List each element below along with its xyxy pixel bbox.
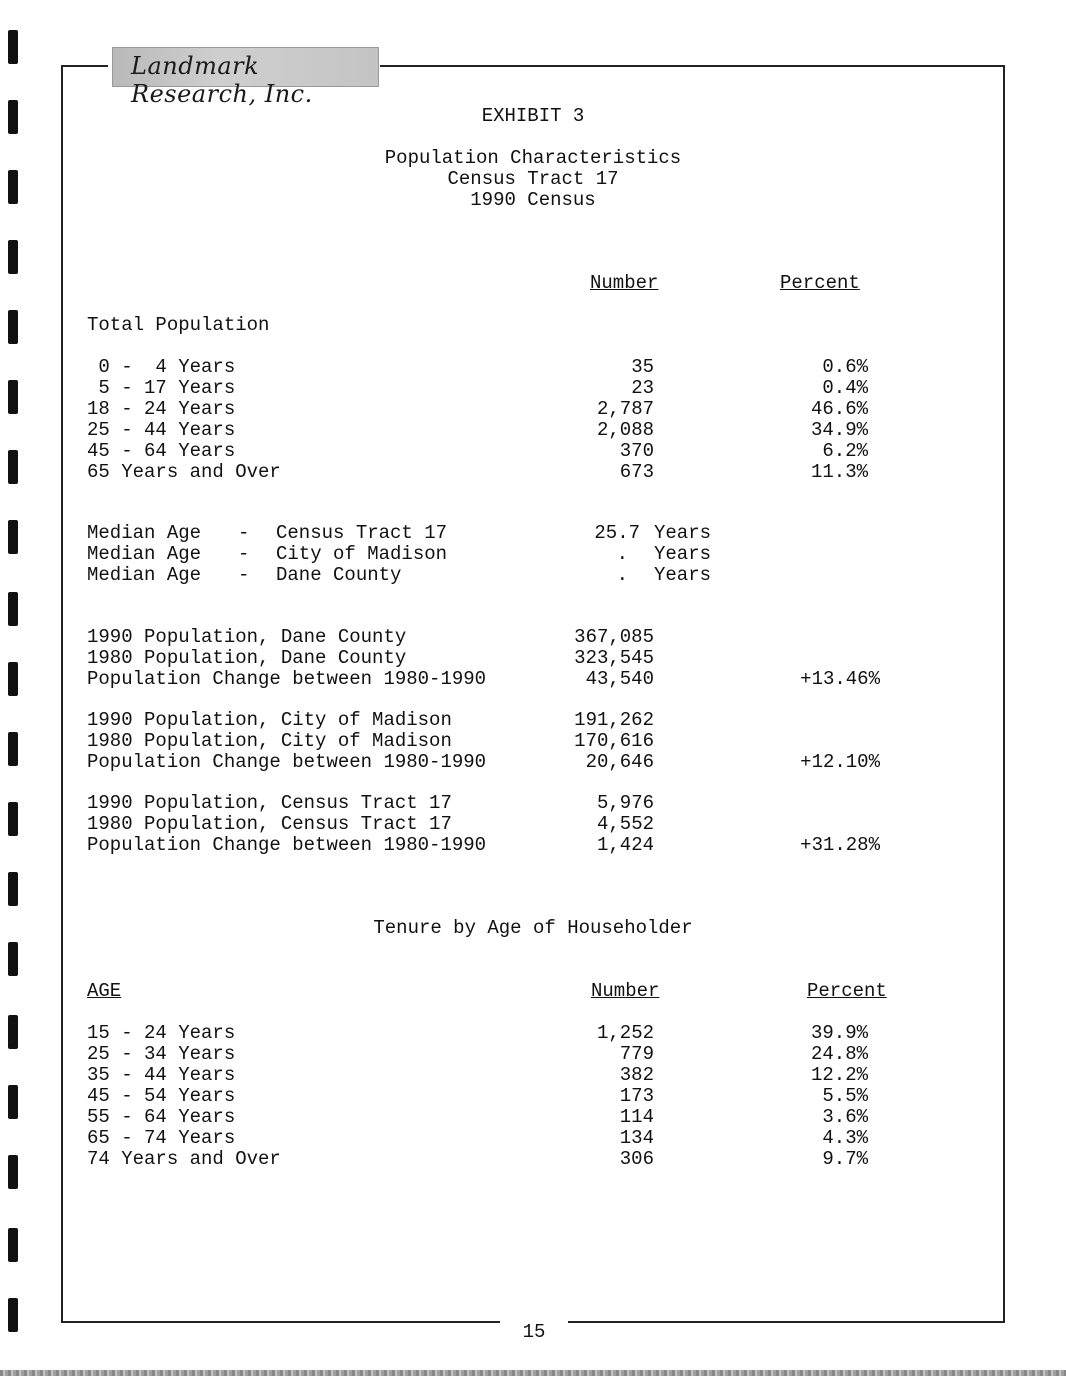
tenure-row-label: 45 - 54 Years [87, 1085, 236, 1107]
binder-mark [8, 380, 18, 414]
tenure-row-percent: 3.6% [822, 1106, 868, 1128]
tenure-row-label: 25 - 34 Years [87, 1043, 236, 1065]
binder-mark [8, 450, 18, 484]
exhibit-label: EXHIBIT 3 [481, 105, 585, 127]
pop-change-label: 1980 Population, Dane County [87, 647, 407, 669]
median-age-area: City of Madison [276, 543, 448, 565]
binder-mark [8, 100, 18, 134]
tenure-row-number: 1,252 [596, 1022, 654, 1044]
pop-change-number: 367,085 [574, 626, 654, 648]
pop-change-number: 170,616 [574, 730, 654, 752]
age-row-number: 35 [631, 356, 654, 378]
tenure-row-percent: 9.7% [822, 1148, 868, 1170]
age-row-label: 18 - 24 Years [87, 398, 236, 420]
tenure-row-number: 173 [619, 1085, 654, 1107]
pop-change-number: 4,552 [596, 813, 654, 835]
col-header-percent: Percent [780, 272, 860, 294]
pop-change-number: 5,976 [596, 792, 654, 814]
median-age-area: Dane County [276, 564, 402, 586]
age-row-percent: 34.9% [810, 419, 868, 441]
age-row-percent: 0.6% [822, 356, 868, 378]
col-header-age: AGE [87, 980, 122, 1002]
binder-mark [8, 170, 18, 204]
title-line-1: Population Characteristics [384, 147, 682, 169]
pop-change-label: 1990 Population, Dane County [87, 626, 407, 648]
tenure-row-number: 134 [619, 1127, 654, 1149]
pop-change-label: Population Change between 1980-1990 [87, 668, 487, 690]
pop-change-label: Population Change between 1980-1990 [87, 751, 487, 773]
pop-change-label: Population Change between 1980-1990 [87, 834, 487, 856]
page-number: 15 [522, 1321, 546, 1343]
age-row-label: 25 - 44 Years [87, 419, 236, 441]
binder-mark [8, 310, 18, 344]
age-row-label: 45 - 64 Years [87, 440, 236, 462]
pop-change-percent: +12.10% [800, 751, 880, 773]
tenure-title: Tenure by Age of Householder [373, 917, 693, 939]
median-age-label: Median Age [87, 522, 202, 544]
median-age-unit: Years [654, 564, 712, 586]
pop-change-number: 20,646 [585, 751, 654, 773]
binder-mark [8, 1085, 18, 1119]
pop-change-label: 1990 Population, Census Tract 17 [87, 792, 452, 814]
pop-change-label: 1990 Population, City of Madison [87, 709, 452, 731]
binder-mark [8, 520, 18, 554]
col-header-number: Number [590, 272, 659, 294]
tenure-row-number: 306 [619, 1148, 654, 1170]
binder-mark [8, 1155, 18, 1189]
age-row-percent: 46.6% [810, 398, 868, 420]
binder-mark [8, 942, 18, 976]
col-header-number: Number [591, 980, 660, 1002]
title-line-2: Census Tract 17 [447, 168, 619, 190]
tenure-row-label: 35 - 44 Years [87, 1064, 236, 1086]
age-row-percent: 11.3% [810, 461, 868, 483]
tenure-row-percent: 5.5% [822, 1085, 868, 1107]
pop-change-number: 43,540 [585, 668, 654, 690]
median-age-value: . [616, 564, 628, 586]
tenure-row-number: 114 [619, 1106, 654, 1128]
pop-change-percent: +13.46% [800, 668, 880, 690]
age-row-number: 23 [631, 377, 654, 399]
scan-edge [0, 1370, 1066, 1376]
tenure-row-percent: 12.2% [810, 1064, 868, 1086]
section-label-total-population: Total Population [87, 314, 270, 336]
age-row-number: 2,787 [596, 398, 654, 420]
binder-mark [8, 732, 18, 766]
company-logo [112, 47, 379, 108]
pop-change-percent: +31.28% [800, 834, 880, 856]
tenure-row-number: 779 [619, 1043, 654, 1065]
pop-change-number: 323,545 [574, 647, 654, 669]
median-age-area: Census Tract 17 [276, 522, 448, 544]
median-age-value: 25.7 [594, 522, 640, 544]
logo-text: Landmark Research, Inc. [131, 52, 313, 108]
age-row-percent: 6.2% [822, 440, 868, 462]
binder-mark [8, 30, 18, 64]
binder-mark [8, 872, 18, 906]
pop-change-label: 1980 Population, City of Madison [87, 730, 452, 752]
tenure-row-number: 382 [619, 1064, 654, 1086]
pop-change-number: 191,262 [574, 709, 654, 731]
age-row-number: 673 [619, 461, 654, 483]
tenure-row-label: 65 - 74 Years [87, 1127, 236, 1149]
binder-mark [8, 1228, 18, 1262]
pop-change-label: 1980 Population, Census Tract 17 [87, 813, 452, 835]
tenure-row-percent: 39.9% [810, 1022, 868, 1044]
age-row-label: 65 Years and Over [87, 461, 281, 483]
median-age-dash: - [238, 564, 250, 586]
binder-mark [8, 1298, 18, 1332]
tenure-row-label: 15 - 24 Years [87, 1022, 236, 1044]
median-age-unit: Years [654, 543, 712, 565]
tenure-row-label: 74 Years and Over [87, 1148, 281, 1170]
median-age-label: Median Age [87, 543, 202, 565]
age-row-number: 2,088 [596, 419, 654, 441]
binder-mark [8, 592, 18, 626]
age-row-label: 5 - 17 Years [87, 377, 236, 399]
median-age-unit: Years [654, 522, 712, 544]
age-row-percent: 0.4% [822, 377, 868, 399]
tenure-row-percent: 4.3% [822, 1127, 868, 1149]
age-row-number: 370 [619, 440, 654, 462]
binder-mark [8, 240, 18, 274]
median-age-value: . [616, 543, 628, 565]
tenure-row-percent: 24.8% [810, 1043, 868, 1065]
pop-change-number: 1,424 [596, 834, 654, 856]
binder-mark [8, 802, 18, 836]
age-row-label: 0 - 4 Years [87, 356, 236, 378]
median-age-label: Median Age [87, 564, 202, 586]
col-header-percent: Percent [807, 980, 887, 1002]
median-age-dash: - [238, 543, 250, 565]
binder-mark [8, 1015, 18, 1049]
title-line-3: 1990 Census [470, 189, 596, 211]
median-age-dash: - [238, 522, 250, 544]
binder-mark [8, 662, 18, 696]
tenure-row-label: 55 - 64 Years [87, 1106, 236, 1128]
